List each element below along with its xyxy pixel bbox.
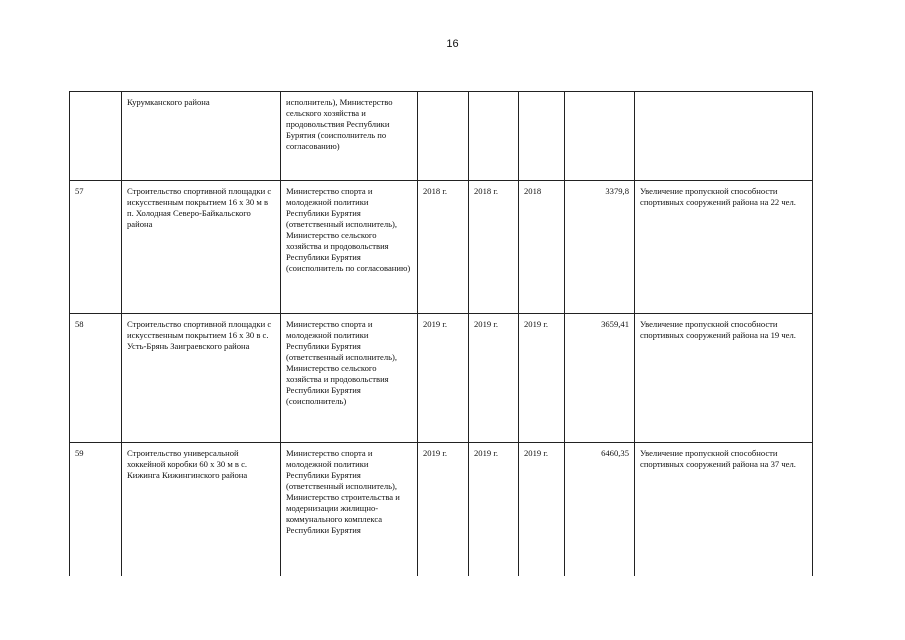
cell-end: 2019 г. — [469, 443, 519, 577]
cell-amount — [565, 92, 635, 181]
cell-measure-name: Курумканского района — [122, 92, 281, 181]
cell-number: 58 — [70, 314, 122, 443]
cell-start: 2019 г. — [418, 443, 469, 577]
table-row — [70, 314, 813, 443]
cell-start: 2018 г. — [418, 181, 469, 314]
cell-executor: исполнитель), Министерство сельского хозяйства и продовольствия Республики Бурятия (соисполнитель по согласованию) — [281, 92, 418, 181]
cell-amount: 3659,41 — [565, 314, 635, 443]
cell-executor: Министерство спорта и молодежной политики Республики Бурятия (ответственный исполнитель), Министерство сельского хозяйства и продовольствия Республики Бурятия (соисполнитель) — [281, 314, 418, 443]
table-row — [70, 181, 813, 314]
cell-start: 2019 г. — [418, 314, 469, 443]
cell-amount: 6460,35 — [565, 443, 635, 577]
cell-executor: Министерство спорта и молодежной политики Республики Бурятия (ответственный исполнитель), Министерство строительства и модернизации жилищно-коммунального комплекса Республики Бурятия — [281, 443, 418, 577]
cell-amount: 3379,8 — [565, 181, 635, 314]
cell-number: 59 — [70, 443, 122, 577]
cell-measure-name: Строительство универсальной хоккейной коробки 60 х 30 м в с. Кижинга Кижингинского района — [122, 443, 281, 577]
cell-year — [519, 92, 565, 181]
cell-start — [418, 92, 469, 181]
cell-measure-name: Строительство спортивной площадки с искусственным покрытием 16 х 30 м в п. Холодная Северо-Байкальского района — [122, 181, 281, 314]
cell-result: Увеличение пропускной способности спортивных сооружений района на 37 чел. — [635, 443, 813, 577]
cell-end: 2019 г. — [469, 314, 519, 443]
cell-end: 2018 г. — [469, 181, 519, 314]
table-row — [70, 443, 813, 577]
cell-end — [469, 92, 519, 181]
cell-number — [70, 92, 122, 181]
cell-result: Увеличение пропускной способности спортивных сооружений района на 22 чел. — [635, 181, 813, 314]
cell-year: 2018 — [519, 181, 565, 314]
cell-result: Увеличение пропускной способности спортивных сооружений района на 19 чел. — [635, 314, 813, 443]
page-number: 16 — [446, 38, 459, 50]
cell-executor: Министерство спорта и молодежной политики Республики Бурятия (ответственный исполнитель), Министерство сельского хозяйства и продовольствия Республики Бурятия (соисполнитель по согласованию) — [281, 181, 418, 314]
program-measures-table — [69, 91, 813, 576]
cell-year: 2019 г. — [519, 443, 565, 577]
cell-number: 57 — [70, 181, 122, 314]
cell-year: 2019 г. — [519, 314, 565, 443]
cell-measure-name: Строительство спортивной площадки с искусственным покрытием 16 х 30 в с. Усть-Брянь Заиграевского района — [122, 314, 281, 443]
table-row — [70, 92, 813, 181]
cell-result — [635, 92, 813, 181]
